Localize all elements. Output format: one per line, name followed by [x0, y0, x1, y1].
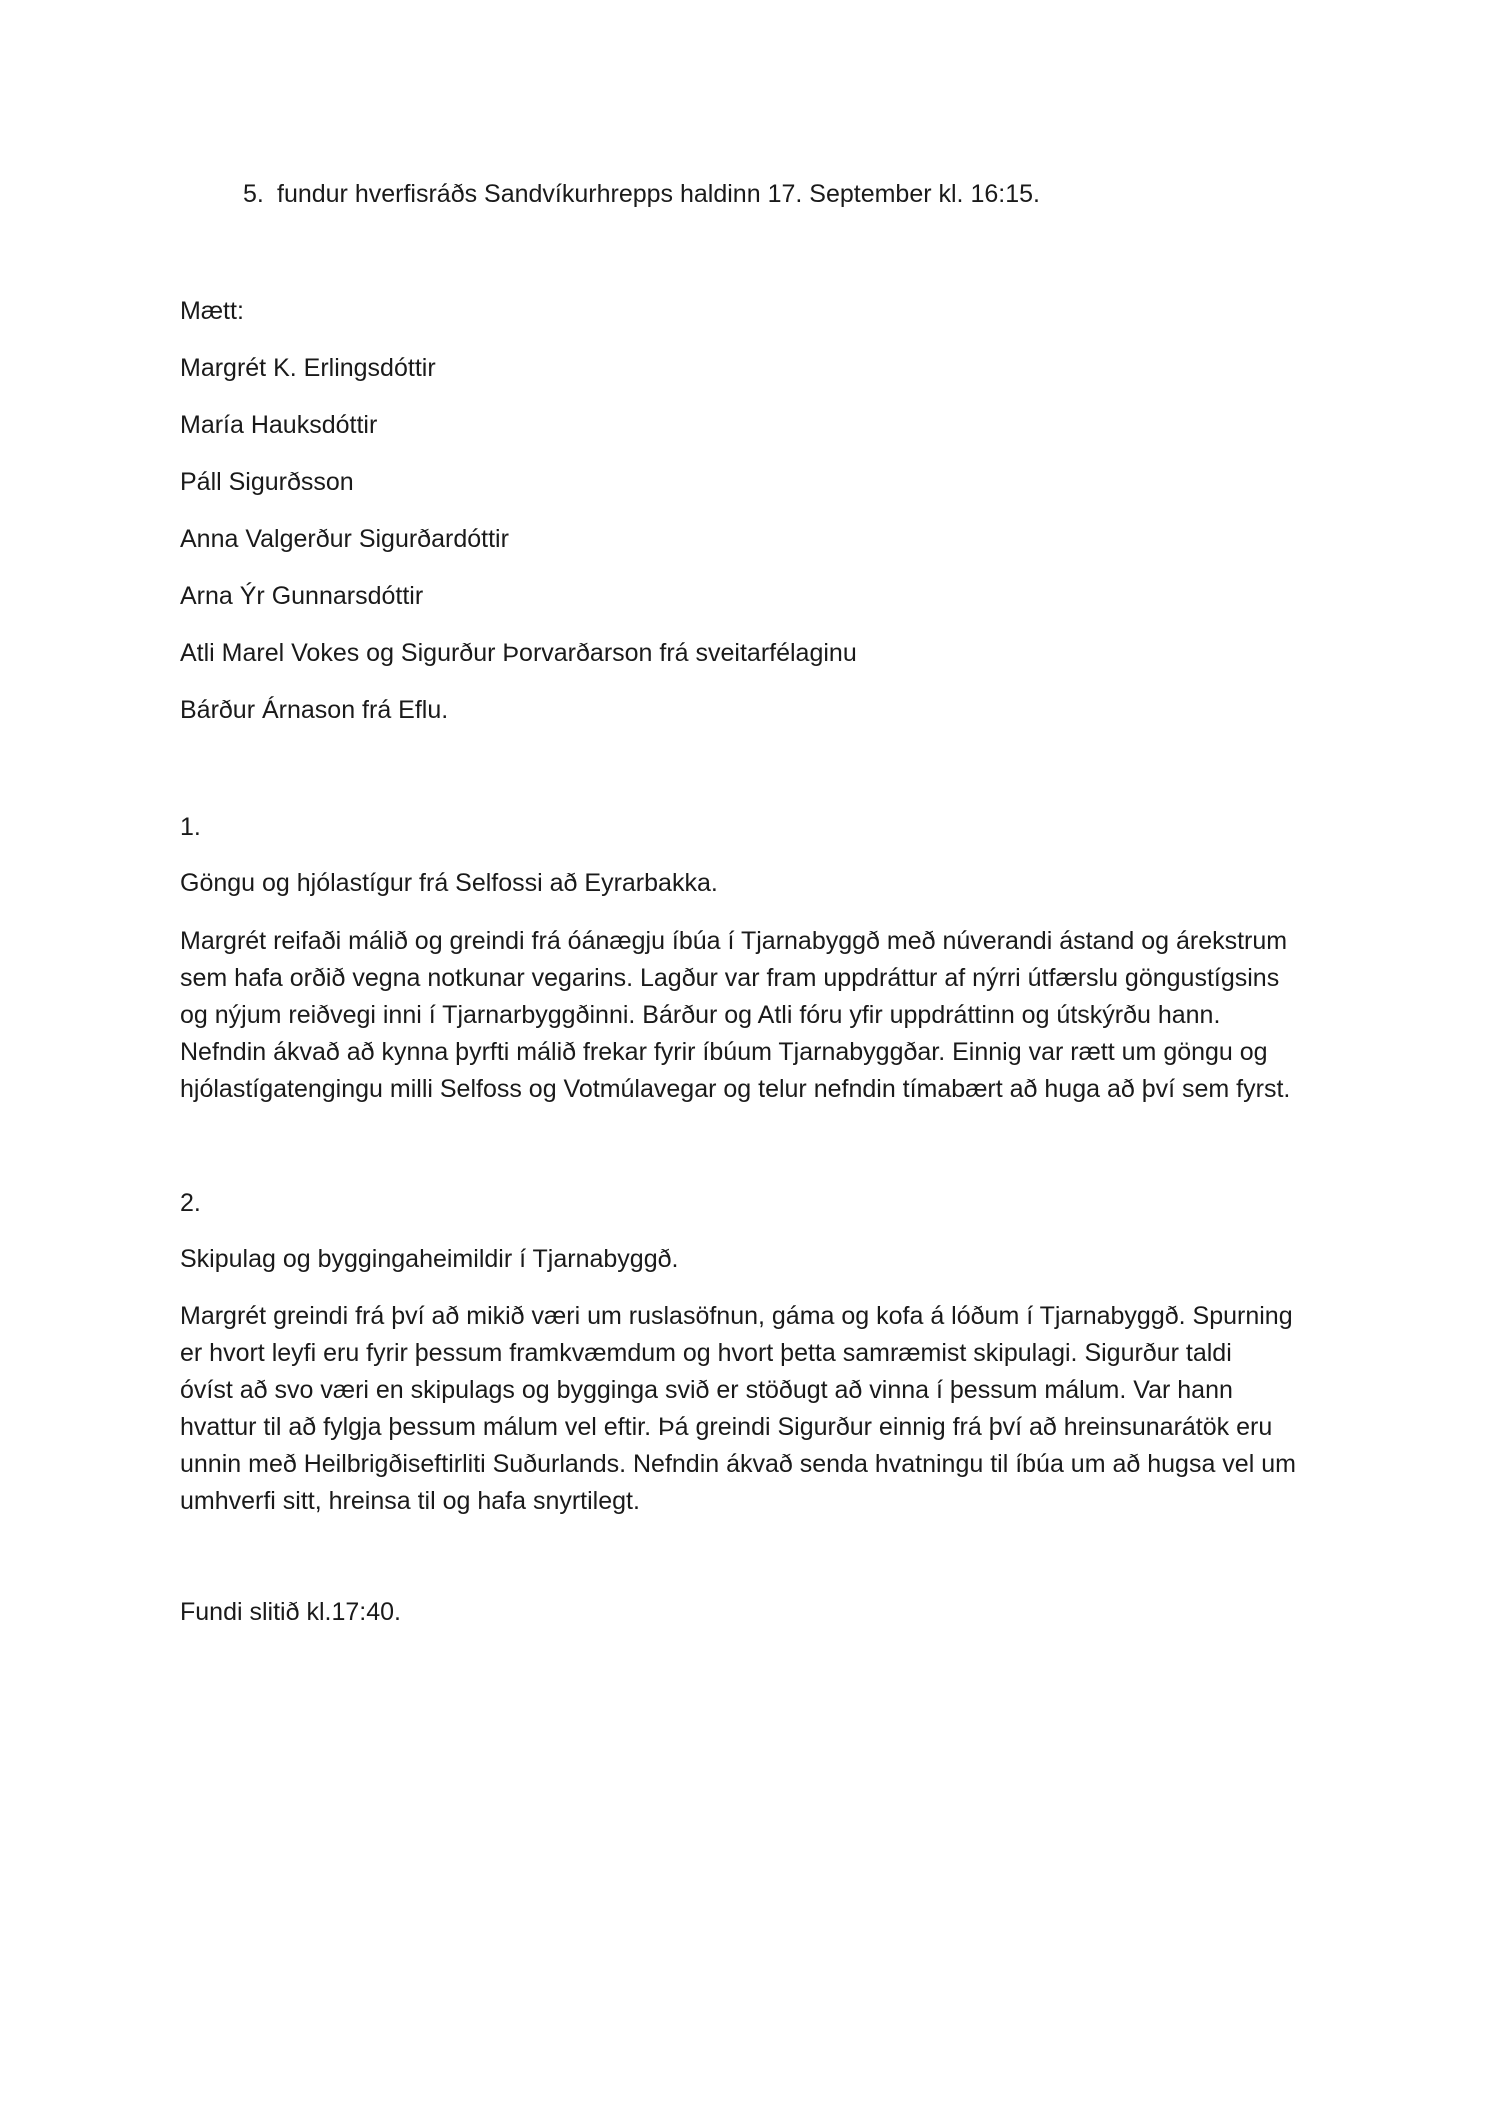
- meeting-heading-text: fundur hverfisráðs Sandvíkurhrepps haldinn 17. September kl. 16:15.: [277, 180, 1040, 208]
- attendee-name: Margrét K. Erlingsdóttir: [180, 354, 436, 382]
- meeting-number: 5.: [243, 180, 264, 208]
- item-1-number: 1.: [180, 813, 201, 841]
- item-2-body-line: óvíst að svo væri en skipulags og bygginga svið er stöðugt að vinna í þessum málum. Var hann: [180, 1376, 1233, 1404]
- item-2-body: [180, 1298, 1330, 1520]
- item-2-title: Skipulag og byggingaheimildir í Tjarnabyggð.: [180, 1245, 679, 1273]
- item-1-body-line: og nýjum reiðvegi inni í Tjarnarbyggðinni. Bárður og Atli fóru yfir uppdráttinn og útskýrðu hann.: [180, 1001, 1221, 1029]
- attendee-name: Atli Marel Vokes og Sigurður Þorvarðarson frá sveitarfélaginu: [180, 639, 857, 667]
- item-2-number: 2.: [180, 1189, 201, 1217]
- attendee-name: Anna Valgerður Sigurðardóttir: [180, 525, 509, 553]
- attendance-label: Mætt:: [180, 297, 244, 325]
- item-1-body-line: hjólastígatengingu milli Selfoss og Votmúlavegar og telur nefndin tímabært að huga að því sem fyrst.: [180, 1075, 1291, 1103]
- item-2-body-line: unnin með Heilbrigðiseftirliti Suðurlands. Nefndin ákvað senda hvatningu til íbúa um að hugsa vel um: [180, 1450, 1296, 1478]
- item-1-body: [180, 923, 1330, 1108]
- item-2-body-line: hvattur til að fylgja þessum málum vel eftir. Þá greindi Sigurður einnig frá því að hreinsunarátök eru: [180, 1413, 1273, 1441]
- item-2-body-line: er hvort leyfi eru fyrir þessum framkvæmdum og hvort þetta samræmist skipulagi. Sigurður taldi: [180, 1339, 1232, 1367]
- attendee-name: Arna Ýr Gunnarsdóttir: [180, 582, 424, 610]
- attendee-name: Páll Sigurðsson: [180, 468, 354, 496]
- meeting-heading: [243, 180, 1040, 209]
- item-2-body-line: umhverfi sitt, hreinsa til og hafa snyrtilegt.: [180, 1487, 640, 1515]
- attendee-name: Bárður Árnason frá Eflu.: [180, 696, 449, 724]
- attendee-name: María Hauksdóttir: [180, 411, 378, 439]
- item-1-body-line: Nefndin ákvað að kynna þyrfti málið frekar fyrir íbúum Tjarnabyggðar. Einnig var rætt um göngu og: [180, 1038, 1268, 1066]
- item-1-body-line: sem hafa orðið vegna notkunar vegarins. Lagður var fram uppdráttur af nýrri útfærslu göngustígsins: [180, 964, 1280, 992]
- item-1-title: Göngu og hjólastígur frá Selfossi að Eyrarbakka.: [180, 869, 718, 897]
- item-2-body-line: Margrét greindi frá því að mikið væri um ruslasöfnun, gáma og kofa á lóðum í Tjarnabyggð. Spurning: [180, 1302, 1293, 1330]
- closing-note: Fundi slitið kl.17:40.: [180, 1598, 401, 1626]
- item-1-body-line: Margrét reifaði málið og greindi frá óánægju íbúa í Tjarnabyggð með núverandi ástand og árekstrum: [180, 927, 1288, 955]
